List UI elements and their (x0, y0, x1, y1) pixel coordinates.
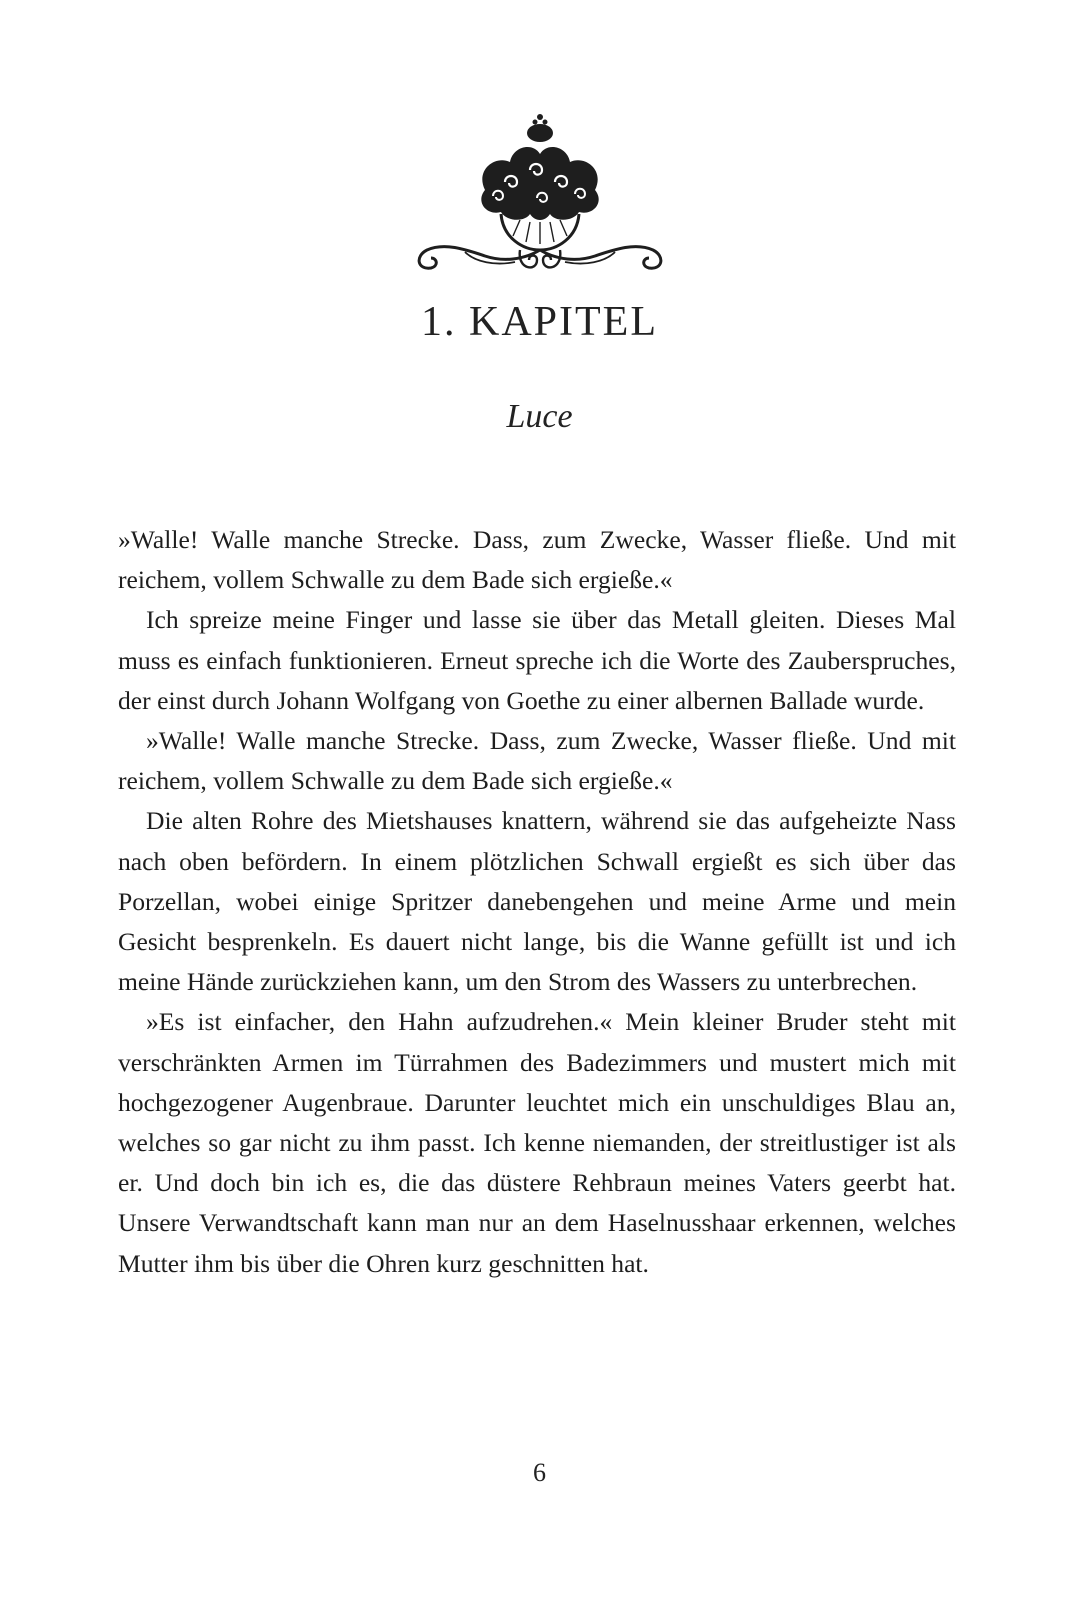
paragraph: Ich spreize meine Finger und lasse sie über das Metall gleiten. Dieses Mal muss es einfach funktionieren. Erneut spreche ich die Worte des Zauberspruches, der einst durch Johann Wolfgang von Goethe zu einer albernen Ballade wurde. (118, 605, 956, 715)
paragraph: Die alten Rohre des Mietshauses knattern, während sie das aufgeheizte Nass nach oben befördern. In einem plötzlichen Schwall ergießt es sich über das Porzellan, wobei einige Spritzer danebengehen und meine Arme und mein Gesicht besprenkeln. Es dauert nicht lange, bis die Wanne gefüllt ist und ich meine Hände zurückziehen kann, um den Strom des Wassers zu unterbrechen. (118, 806, 956, 997)
cauldron-ornament-icon (405, 110, 675, 280)
chapter-title: 1. KAPITEL (421, 299, 658, 345)
chapter-body (118, 520, 956, 1284)
paragraph: »Es ist einfacher, den Hahn aufzudrehen.« Mein kleiner Bruder steht mit verschränkten Armen im Türrahmen des Badezimmers und mustert mich mit hochgezogener Augenbraue. Darunter leuchtet mich ein unschuldiges Blau an, welches so gar nicht zu ihm passt. Ich kenne niemanden, der streitlustiger ist als er. Und doch bin ich es, die das düstere Rehbraun meines Vaters geerbt hat. Unsere Verwandtschaft kann man nur an dem Haselnusshaar erkennen, welches Mutter ihm bis über die Ohren kurz geschnitten hat. (118, 1007, 956, 1278)
paragraph: »Walle! Walle manche Strecke. Dass, zum Zwecke, Wasser fließe. Und mit reichem, vollem Schwalle zu dem Bade sich ergieße.« (118, 726, 956, 796)
page-number: 6 (533, 1458, 546, 1487)
chapter-subtitle: Luce (506, 398, 573, 435)
paragraph: »Walle! Walle manche Strecke. Dass, zum Zwecke, Wasser fließe. Und mit reichem, vollem Schwalle zu dem Bade sich ergieße.« (118, 525, 956, 595)
